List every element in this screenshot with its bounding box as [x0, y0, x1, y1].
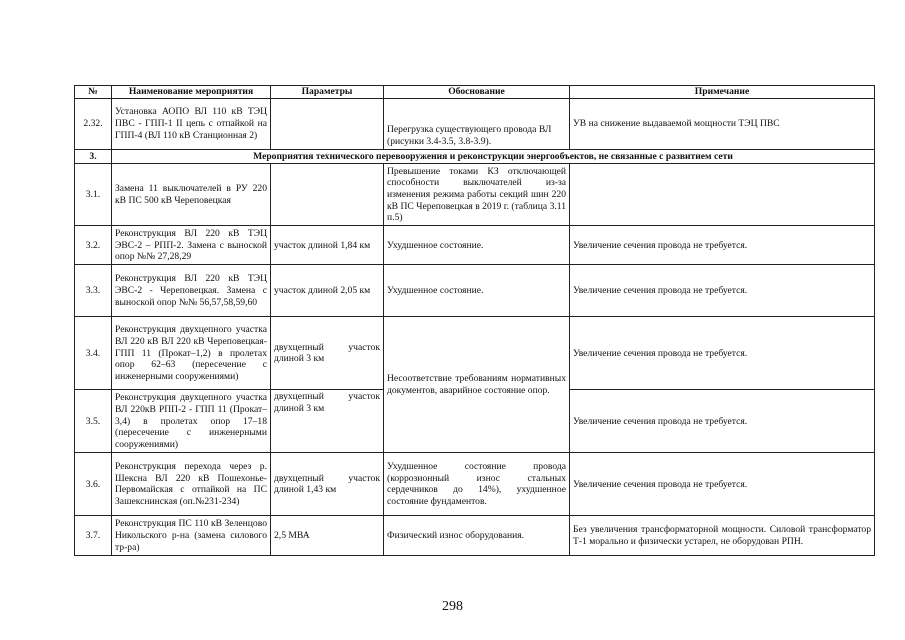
row-number: 3.2. [75, 226, 112, 265]
row-name: Реконструкция ПС 110 кВ Зеленцово Никольского р-на (замена силового тр-ра) [112, 516, 271, 556]
table-row [75, 453, 875, 516]
row-number: 3.7. [75, 516, 112, 556]
table-row [75, 98, 875, 149]
table-row [75, 317, 875, 390]
header-number: № [75, 86, 112, 99]
page-number: 298 [442, 599, 463, 614]
row-name: Замена 11 выключателей в РУ 220 кВ ПС 500 кВ Череповецкая [112, 164, 271, 226]
row-params: 2,5 МВА [271, 516, 384, 556]
row-reason: Превышение токами КЗ отключающей способности выключателей из-за изменения режима работы секций шин 220 кВ ПС Череповецкая в 2019 г. (таблица 3.11 п.5) [384, 164, 570, 226]
row-note: Увеличение сечения провода не требуется. [570, 226, 875, 265]
row-note: Увеличение сечения провода не требуется. [570, 453, 875, 516]
row-name: Реконструкция двухцепного участка ВЛ 220кВ РПП-2 - ГПП 11 (Прокат–3,4) в пролетах опор 17–18 (пересечение с инженерными сооружениями) [112, 390, 271, 453]
section-row [75, 149, 875, 164]
row-number: 2.32. [75, 98, 112, 149]
row-reason: Ухудшенное состояние. [384, 226, 570, 265]
header-reason: Обоснование [384, 86, 570, 99]
row-params: участок длиной 1,84 км [271, 226, 384, 265]
row-note: Увеличение сечения провода не требуется. [570, 265, 875, 317]
section-title: Мероприятия технического перевооружения и реконструкции энергообъектов, не связанные с развитием сети [112, 149, 875, 164]
row-params: двухцепный участок длиной 3 км [271, 390, 384, 453]
row-name: Реконструкция двухцепного участка ВЛ 220 кВ ВЛ 220 кВ Череповецкая-ГПП 11 (Прокат–1,2) в пролетах опор 62–63 (пересечение с инженерными сооружениями) [112, 317, 271, 390]
table-header-row [75, 86, 875, 99]
measures-table [74, 85, 875, 556]
row-note: Увеличение сечения провода не требуется. [570, 390, 875, 453]
table-row [75, 226, 875, 265]
row-note: Увеличение сечения провода не требуется. [570, 317, 875, 390]
row-number: 3.6. [75, 453, 112, 516]
row-reason: Перегрузка существующего провода ВЛ (рисунки 3.4-3.5, 3.8-3.9). [384, 98, 570, 149]
row-params [271, 164, 384, 226]
row-number: 3.5. [75, 390, 112, 453]
table-row [75, 265, 875, 317]
row-number: 3.3. [75, 265, 112, 317]
row-reason-merged: Несоответствие требованиям нормативных документов, аварийное состояние опор. [384, 317, 570, 453]
row-reason: Физический износ оборудования. [384, 516, 570, 556]
row-number: 3.4. [75, 317, 112, 390]
row-params [271, 98, 384, 149]
row-params: двухцепный участок длиной 3 км [271, 317, 384, 390]
row-params: двухцепный участок длиной 1,43 км [271, 453, 384, 516]
row-name: Установка АОПО ВЛ 110 кВ ТЭЦ ПВС - ГПП-1 II цепь с отпайкой на ГПП-4 (ВЛ 110 кВ Станционная 2) [112, 98, 271, 149]
row-name: Реконструкция перехода через р. Шексна ВЛ 220 кВ Пошехонье-Первомайская с отпайкой на ПС Зашекснинская (оп.№231-234) [112, 453, 271, 516]
row-reason: Ухудшенное состояние. [384, 265, 570, 317]
table-row [75, 164, 875, 226]
section-number: 3. [75, 149, 112, 164]
table-row [75, 516, 875, 556]
row-note: Без увеличения трансформаторной мощности. Силовой трансформатор Т-1 морально и физически устарел, не оборудован РПН. [570, 516, 875, 556]
row-reason: Ухудшенное состояние провода (коррозионный износ стальных сердечников до 14%), ухудшенное состояние фундаментов. [384, 453, 570, 516]
header-note: Примечание [570, 86, 875, 99]
row-note: УВ на снижение выдаваемой мощности ТЭЦ ПВС [570, 98, 875, 149]
header-name: Наименование мероприятия [112, 86, 271, 99]
header-params: Параметры [271, 86, 384, 99]
row-name: Реконструкция ВЛ 220 кВ ТЭЦ ЭВС-2 - Череповецкая. Замена с выноской опор №№ 56,57,58,59,60 [112, 265, 271, 317]
row-number: 3.1. [75, 164, 112, 226]
row-name: Реконструкция ВЛ 220 кВ ТЭЦ ЭВС-2 – РПП-2. Замена с выноской опор №№ 27,28,29 [112, 226, 271, 265]
row-params: участок длиной 2,05 км [271, 265, 384, 317]
row-note [570, 164, 875, 226]
